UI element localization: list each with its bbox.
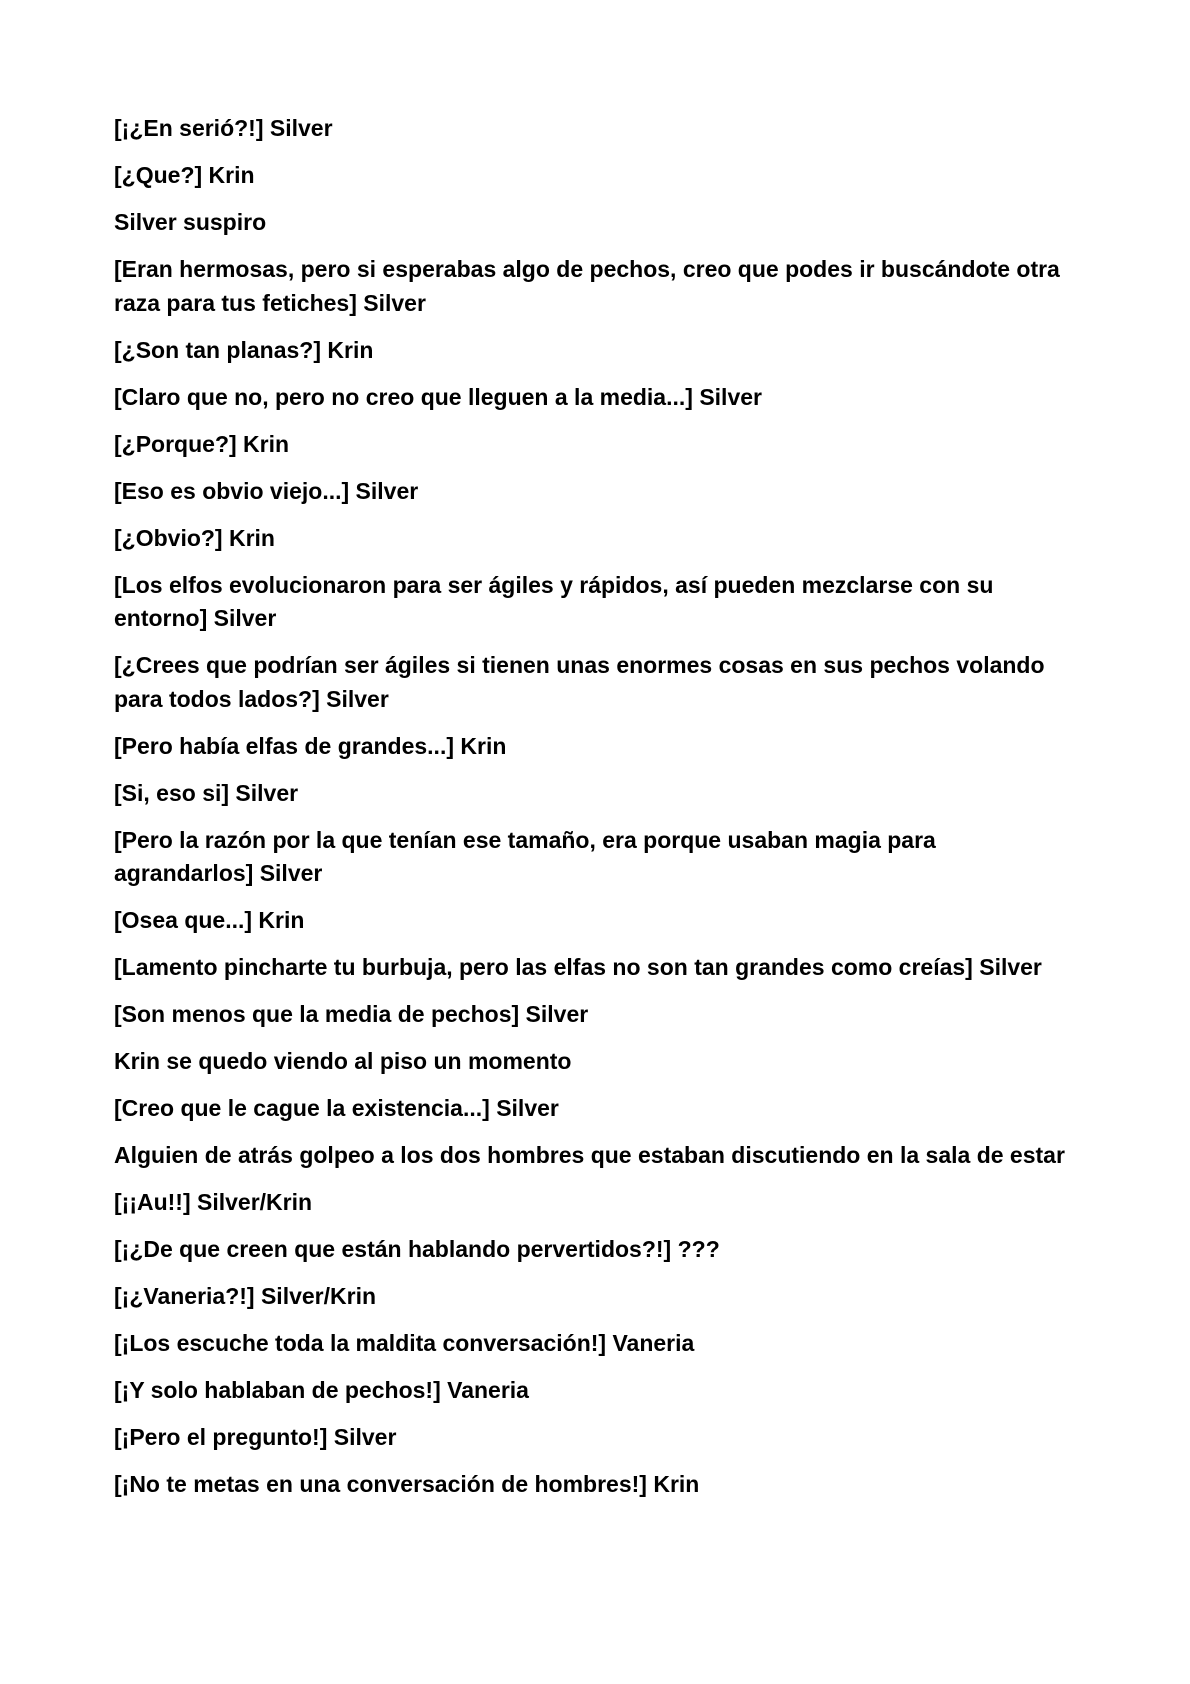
paragraph: [¡Y solo hablaban de pechos!] Vaneria — [114, 1377, 529, 1403]
paragraph: [¡No te metas en una conversación de hombres!] Krin — [114, 1471, 700, 1497]
paragraph: [¡¿Vaneria?!] Silver/Krin — [114, 1283, 377, 1309]
paragraph: [Claro que no, pero no creo que lleguen a la media...] Silver — [114, 383, 762, 410]
paragraph: [¡¡Au!!] Silver/Krin — [114, 1189, 313, 1215]
paragraph: [¡Pero el pregunto!] Silver — [114, 1424, 397, 1450]
paragraph: Krin se quedo viendo al piso un momento — [114, 1048, 572, 1074]
paragraph: [¿Son tan planas?] Krin — [114, 336, 374, 363]
document-body — [114, 112, 1074, 1515]
paragraph: [¿Crees que podrían ser ágiles si tienen unas enormes cosas en sus pechos volando para todos lados?] Silver — [114, 652, 1045, 712]
paragraph: [¡Los escuche toda la maldita conversación!] Vaneria — [114, 1330, 695, 1356]
paragraph: [Eran hermosas, pero si esperabas algo de pechos, creo que podes ir buscándote otra raza para tus fetiches] Silver — [114, 256, 1060, 316]
paragraph: [Osea que...] Krin — [114, 907, 305, 933]
paragraph: [¿Que?] Krin — [114, 162, 255, 188]
paragraph: [Lamento pincharte tu burbuja, pero las elfas no son tan grandes como creías] Silver — [114, 954, 1042, 980]
paragraph: [Pero la razón por la que tenían ese tamaño, era porque usaban magia para agrandarlos] Silver — [114, 826, 936, 886]
paragraph: [¿Porque?] Krin — [114, 430, 290, 457]
paragraph: Silver suspiro — [114, 209, 267, 235]
paragraph: [Eso es obvio viejo...] Silver — [114, 477, 419, 504]
paragraph: [¡¿De que creen que están hablando pervertidos?!] ??? — [114, 1236, 720, 1262]
paragraph: [Si, eso si] Silver — [114, 779, 299, 806]
paragraph: [¿Obvio?] Krin — [114, 524, 275, 551]
paragraph: [Son menos que la media de pechos] Silver — [114, 1001, 589, 1027]
paragraph: [Pero había elfas de grandes...] Krin — [114, 732, 507, 759]
paragraph: Alguien de atrás golpeo a los dos hombres que estaban discutiendo en la sala de estar — [114, 1142, 1065, 1168]
paragraph: [Creo que le cague la existencia...] Silver — [114, 1095, 559, 1121]
paragraph: [¡¿En serió?!] Silver — [114, 115, 333, 141]
paragraph: [Los elfos evolucionaron para ser ágiles y rápidos, así pueden mezclarse con su entorno] Silver — [114, 571, 994, 631]
